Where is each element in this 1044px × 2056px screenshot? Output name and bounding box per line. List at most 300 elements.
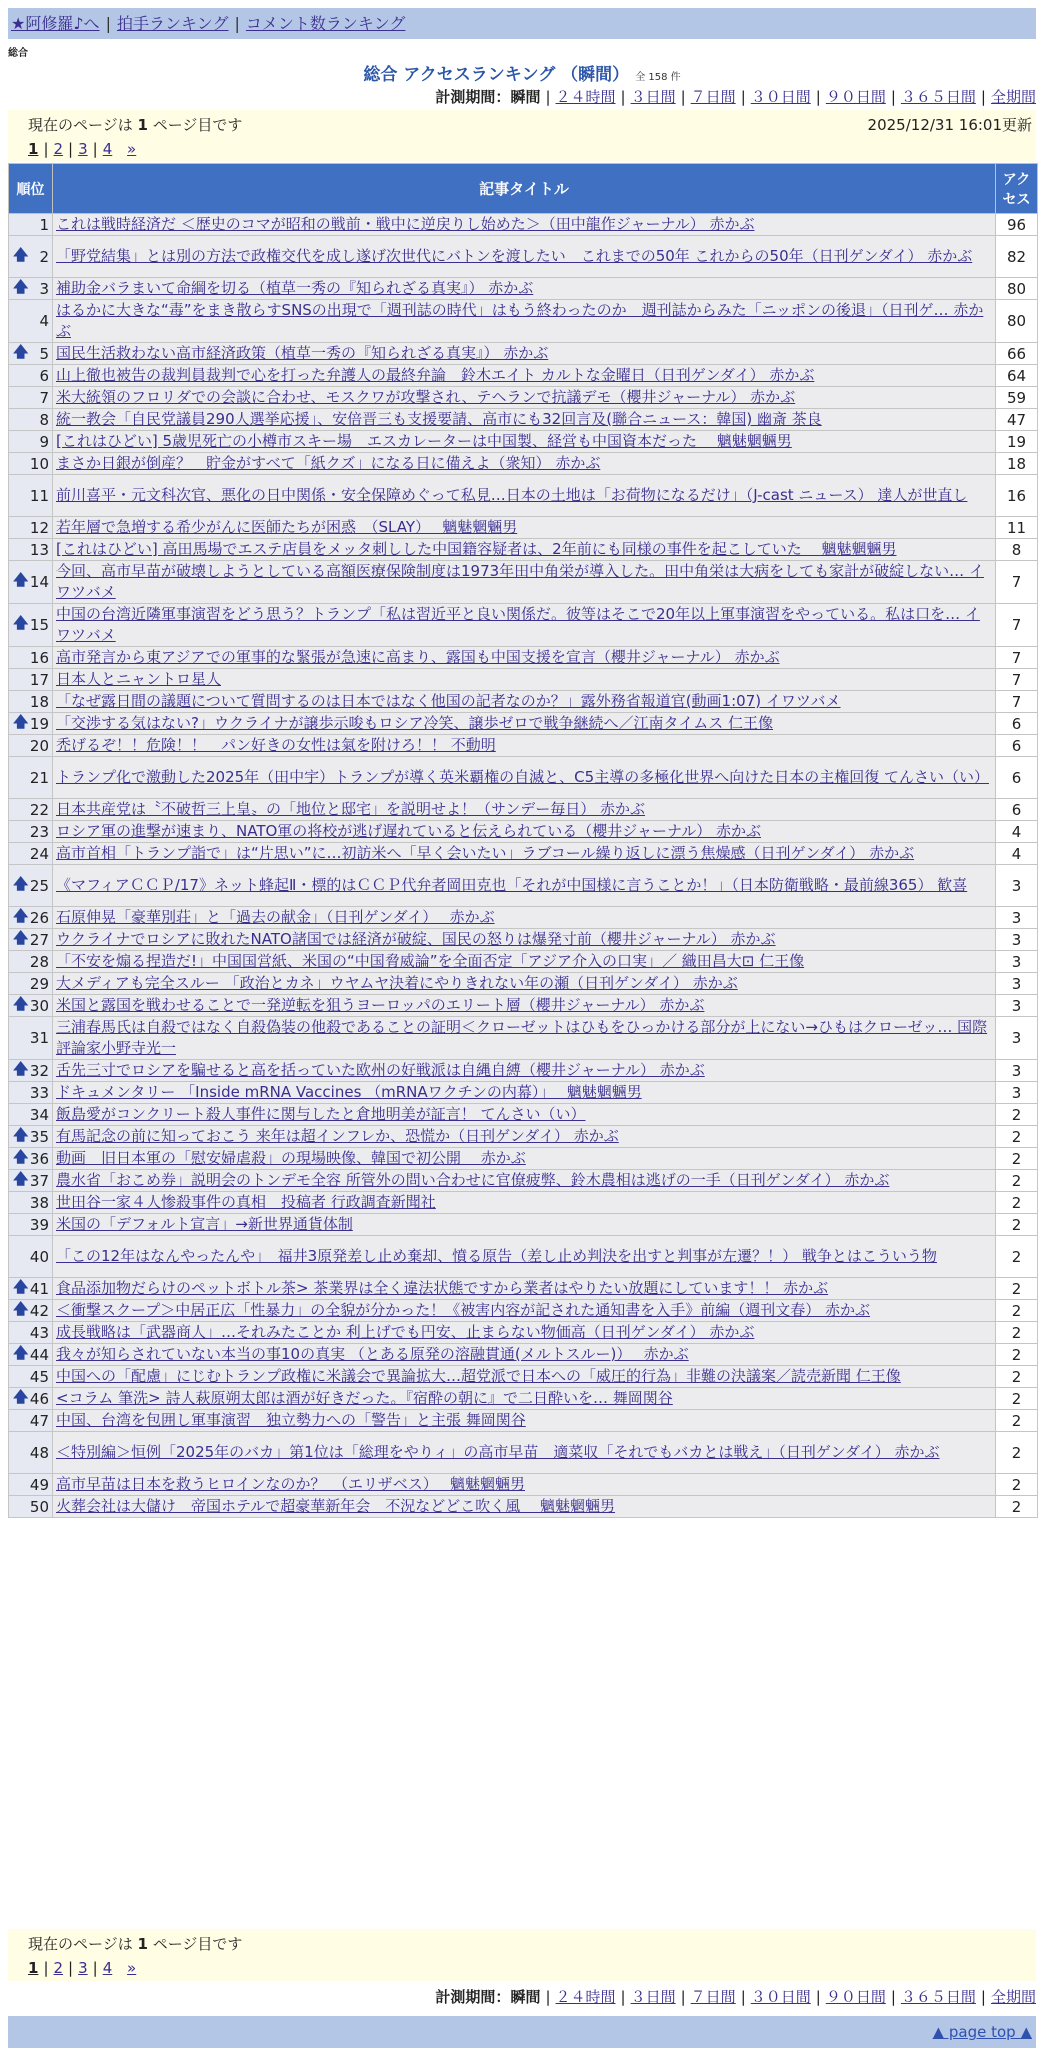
article-title-link[interactable]: 《マフィアＣＣＰ/17》ネット蜂起Ⅱ・標的はＣＣＰ代弁者岡田克也「それが中国様に言うことか！」（日本防衛戦略・最前線365） 歓喜 bbox=[56, 876, 968, 894]
access-count: 3 bbox=[996, 1060, 1038, 1082]
rank-number: 14 bbox=[29, 573, 49, 591]
title-cell bbox=[53, 1236, 996, 1278]
rank-up-arrow-icon: 🡅 bbox=[13, 928, 29, 946]
article-title-link[interactable]: 高市首相「トランプ詣で」は“片思い”に…初訪米へ「早く会いたい」ラブコール繰り返しに漂う焦燥感（日刊ゲンダイ） 赤かぶ bbox=[56, 844, 915, 862]
rank-number: 26 bbox=[29, 908, 49, 927]
table-row bbox=[9, 1192, 1038, 1214]
rank-cell bbox=[9, 1104, 53, 1126]
access-count: 6 bbox=[996, 799, 1038, 821]
access-count: 2 bbox=[996, 1322, 1038, 1344]
rank-cell bbox=[9, 431, 53, 453]
access-count: 82 bbox=[996, 236, 1038, 278]
pager-next[interactable]: » bbox=[127, 140, 137, 158]
footer-bar bbox=[8, 2016, 1036, 2048]
rank-number: 39 bbox=[29, 1215, 49, 1234]
rank-number: 10 bbox=[29, 454, 49, 473]
rank-number: 27 bbox=[29, 930, 49, 949]
rank-number: 4 bbox=[39, 312, 49, 330]
rank-cell bbox=[9, 453, 53, 475]
article-title-link[interactable]: [これはひどい] 5歳児死亡の小樽市スキー場 エスカレーターは中国製、経営も中国資本だった 魑魅魍魎男 bbox=[56, 432, 792, 450]
table-row bbox=[9, 1388, 1038, 1410]
period-link-4[interactable]: ９０日間 bbox=[825, 88, 886, 106]
article-title-link[interactable]: 「交渉する気はない?」ウクライナが譲歩示唆もロシア冷笑、譲歩ゼロで戦争継続へ／江南タイムス 仁王像 bbox=[56, 714, 773, 732]
pager-current-page: 1 bbox=[28, 1959, 39, 1977]
pager-top bbox=[28, 140, 136, 158]
article-title-link[interactable]: <コラム 筆洗> 詩人萩原朔太郎は酒が好きだった。『宿酔の朝に』で二日酔いを… 舞岡関谷 bbox=[56, 1389, 673, 1407]
article-title-link[interactable]: ドキュメンタリー 「Inside mRNA Vaccines （mRNAワクチンの内幕）」 魑魅魍魎男 bbox=[56, 1083, 642, 1101]
page-note bbox=[28, 1933, 242, 1954]
article-title-link[interactable]: 米国の「デフォルト宣言」→新世界通貨体制 bbox=[56, 1215, 353, 1233]
page-info-top bbox=[8, 110, 1036, 162]
table-row bbox=[9, 1214, 1038, 1236]
rank-cell bbox=[9, 929, 53, 951]
article-title-link[interactable]: これは戦時経済だ ＜歴史のコマが昭和の戦前・戦中に逆戻りし始めた＞（田中龍作ジャーナル） 赤かぶ bbox=[56, 215, 755, 233]
title-cell bbox=[53, 799, 996, 821]
ranking-table bbox=[8, 163, 1038, 1518]
table-row bbox=[9, 1366, 1038, 1388]
period-link-3[interactable]: ３０日間 bbox=[750, 88, 811, 106]
table-row bbox=[9, 236, 1038, 278]
article-title-link[interactable]: 火葬会社は大儲け 帝国ホテルで超豪華新年会 不況などどこ吹く風 魑魅魍魎男 bbox=[56, 1497, 616, 1515]
rank-number: 1 bbox=[39, 215, 49, 234]
access-count: 3 bbox=[996, 907, 1038, 929]
period-link-1[interactable]: ３日間 bbox=[630, 1988, 676, 2006]
article-title-link[interactable]: 高市発言から東アジアでの軍事的な緊張が急速に高まり、露国も中国支援を宣言（櫻井ジャーナル） 赤かぶ bbox=[56, 648, 780, 666]
access-count: 80 bbox=[996, 278, 1038, 300]
header-rank: 順位 bbox=[9, 164, 53, 214]
rank-cell bbox=[9, 691, 53, 713]
rank-number: 37 bbox=[29, 1171, 49, 1190]
rank-number: 13 bbox=[29, 540, 49, 559]
rank-cell bbox=[9, 907, 53, 929]
article-title-link[interactable]: 日本人とニャントロ星人 bbox=[56, 670, 222, 688]
pager-page-2[interactable]: 2 bbox=[53, 1959, 64, 1977]
rank-number: 33 bbox=[29, 1083, 49, 1102]
table-row bbox=[9, 1148, 1038, 1170]
rank-cell bbox=[9, 1432, 53, 1474]
title-cell bbox=[53, 475, 996, 517]
access-count: 2 bbox=[996, 1432, 1038, 1474]
rank-cell bbox=[9, 1236, 53, 1278]
rank-number: 42 bbox=[29, 1301, 49, 1320]
link-comment-ranking[interactable]: コメント数ランキング bbox=[245, 14, 406, 33]
article-title-link[interactable]: 「野党結集」とは別の方法で政権交代を成し遂げ次世代にバトンを渡したい これまでの50年 これからの50年（日刊ゲンダイ） 赤かぶ bbox=[56, 247, 973, 265]
rank-number: 24 bbox=[29, 844, 49, 863]
rank-up-arrow-icon: 🡅 bbox=[13, 342, 29, 360]
table-row bbox=[9, 995, 1038, 1017]
article-title-link[interactable]: 石原伸晃「豪華別荘」と「過去の献金」（日刊ゲンダイ） 赤かぶ bbox=[56, 908, 495, 926]
period-link-5[interactable]: ３６５日間 bbox=[900, 1988, 976, 2006]
period-link-2[interactable]: ７日間 bbox=[690, 1988, 736, 2006]
rank-cell bbox=[9, 1496, 53, 1518]
rank-cell bbox=[9, 517, 53, 539]
page-title-text: 総合 アクセスランキング （瞬間） bbox=[363, 65, 630, 85]
rank-cell bbox=[9, 1126, 53, 1148]
access-count: 2 bbox=[996, 1126, 1038, 1148]
period-link-6[interactable]: 全期間 bbox=[990, 1988, 1036, 2006]
pager-page-4[interactable]: 4 bbox=[102, 140, 113, 158]
access-count: 7 bbox=[996, 669, 1038, 691]
access-count: 3 bbox=[996, 1017, 1038, 1060]
table-row bbox=[9, 278, 1038, 300]
article-title-link[interactable]: 日本共産党は〝不破哲三上皇〟の「地位と邸宅」を説明せよ！（サンデー毎日） 赤かぶ bbox=[56, 800, 646, 818]
article-title-link[interactable]: 動画 旧日本軍の「慰安婦虐殺」の現場映像、韓国で初公開 赤かぶ bbox=[56, 1149, 526, 1167]
title-cell bbox=[53, 1322, 996, 1344]
article-title-link[interactable]: 米国と露国を戦わせることで一発逆転を狙うヨーロッパのエリート層（櫻井ジャーナル） 赤かぶ bbox=[56, 996, 705, 1014]
article-title-link[interactable]: ＜特別編＞恒例「2025年のバカ」第1位は「総理をやりィ」の高市早苗 適菜収「それでもバカとは戦え」（日刊ゲンダイ） 赤かぶ bbox=[56, 1443, 940, 1461]
title-cell bbox=[53, 517, 996, 539]
rank-cell bbox=[9, 387, 53, 409]
title-cell bbox=[53, 1082, 996, 1104]
rank-cell bbox=[9, 843, 53, 865]
rank-cell bbox=[9, 973, 53, 995]
title-cell bbox=[53, 647, 996, 669]
period-link-6[interactable]: 全期間 bbox=[990, 88, 1036, 106]
table-row bbox=[9, 1474, 1038, 1496]
table-row bbox=[9, 1300, 1038, 1322]
page-note-pre: 現在のページは bbox=[28, 116, 133, 134]
article-title-link[interactable]: 成長戦略は「武器商人」…それみたことか 利上げでも円安、止まらない物価高（日刊ゲンダイ） 赤かぶ bbox=[56, 1323, 755, 1341]
article-title-link[interactable]: 前川喜平・元文科次官、悪化の日中関係・安全保障めぐって私見…日本の土地は「お荷物になるだけ」（J-cast ニュース） 達人が世直し bbox=[56, 486, 968, 504]
table-row bbox=[9, 475, 1038, 517]
rank-cell bbox=[9, 1148, 53, 1170]
access-count: 2 bbox=[996, 1366, 1038, 1388]
rank-number: 31 bbox=[29, 1029, 49, 1047]
access-count: 11 bbox=[996, 517, 1038, 539]
table-row bbox=[9, 1060, 1038, 1082]
table-row bbox=[9, 1496, 1038, 1518]
rank-up-arrow-icon: 🡅 bbox=[13, 1125, 29, 1143]
table-row bbox=[9, 843, 1038, 865]
title-cell bbox=[53, 431, 996, 453]
article-title-link[interactable]: まさか日銀が倒産？ 貯金がすべて「紙クズ」になる日に備えよ（衆知） 赤かぶ bbox=[56, 454, 601, 472]
rank-number: 45 bbox=[29, 1367, 49, 1386]
table-row bbox=[9, 431, 1038, 453]
access-count: 2 bbox=[996, 1170, 1038, 1192]
article-title-link[interactable]: ＜衝撃スクープ＞中居正広「性暴力」の全貌が分かった！《被害内容が記された通知書を入手》前編（週刊文春） 赤かぶ bbox=[56, 1301, 871, 1319]
rank-cell bbox=[9, 713, 53, 735]
period-link-1[interactable]: ３日間 bbox=[630, 88, 676, 106]
title-cell bbox=[53, 453, 996, 475]
rank-cell bbox=[9, 821, 53, 843]
table-row bbox=[9, 343, 1038, 365]
rank-number: 46 bbox=[29, 1389, 49, 1408]
separator: | bbox=[545, 88, 551, 106]
title-cell bbox=[53, 713, 996, 735]
table-row bbox=[9, 409, 1038, 431]
access-count: 47 bbox=[996, 409, 1038, 431]
title-cell bbox=[53, 843, 996, 865]
access-count: 2 bbox=[996, 1148, 1038, 1170]
separator: | bbox=[68, 140, 74, 158]
rank-up-arrow-icon: 🡅 bbox=[13, 245, 29, 263]
rank-number: 30 bbox=[29, 996, 49, 1015]
table-row bbox=[9, 799, 1038, 821]
pager-next[interactable]: » bbox=[127, 1959, 137, 1977]
separator bbox=[117, 140, 122, 158]
table-row bbox=[9, 1410, 1038, 1432]
page-note bbox=[28, 114, 242, 135]
title-cell bbox=[53, 691, 996, 713]
article-title-link[interactable]: [これはひどい] 高田馬場でエステ店員をメッタ刺しした中国籍容疑者は、2年前にも同様の事件を起こしていた 魑魅魍魎男 bbox=[56, 540, 897, 558]
rank-cell bbox=[9, 1278, 53, 1300]
table-row bbox=[9, 1170, 1038, 1192]
access-count: 59 bbox=[996, 387, 1038, 409]
rank-number: 34 bbox=[29, 1105, 49, 1124]
title-cell bbox=[53, 951, 996, 973]
table-row bbox=[9, 453, 1038, 475]
rank-number: 15 bbox=[29, 616, 49, 634]
rank-cell bbox=[9, 1300, 53, 1322]
access-count: 8 bbox=[996, 539, 1038, 561]
rank-cell bbox=[9, 1170, 53, 1192]
title-cell bbox=[53, 865, 996, 907]
title-cell bbox=[53, 973, 996, 995]
table-row bbox=[9, 865, 1038, 907]
title-cell bbox=[53, 561, 996, 604]
rank-number: 5 bbox=[39, 344, 49, 363]
item-count: 全 158 件 bbox=[635, 72, 681, 83]
period-link-0[interactable]: ２４時間 bbox=[555, 88, 616, 106]
title-cell bbox=[53, 1148, 996, 1170]
page-note-post: ページ目です bbox=[152, 1935, 243, 1953]
article-title-link[interactable]: 今回、高市早苗が破壊しようとしている高額医療保険制度は1973年田中角栄が導入した。田中角栄は大病をしても家計が破綻しない… イワツバメ bbox=[56, 562, 984, 601]
page-info-bottom bbox=[8, 1929, 1036, 1981]
rank-up-arrow-icon: 🡅 bbox=[13, 1387, 29, 1405]
access-count: 6 bbox=[996, 757, 1038, 799]
separator: | bbox=[980, 88, 986, 106]
access-count: 2 bbox=[996, 1214, 1038, 1236]
article-title-link[interactable]: 中国の台湾近隣軍事演習をどう思う？トランプ「私は習近平と良い関係だ。彼等はそこで20年以上軍事演習をやっている。私は口を… イワツバメ bbox=[56, 605, 980, 644]
article-title-link[interactable]: ロシア軍の進撃が速まり、NATO軍の将校が逃げ遅れていると伝えられている（櫻井ジャーナル） 赤かぶ bbox=[56, 822, 762, 840]
rank-up-arrow-icon: 🡅 bbox=[13, 712, 29, 730]
rank-cell bbox=[9, 995, 53, 1017]
rank-cell bbox=[9, 343, 53, 365]
period-label: 計測期間： bbox=[435, 1988, 511, 2006]
article-title-link[interactable]: 禿げるぞ！！危険！！ パン好きの女性は氣を附けろ！！ 不動明 bbox=[56, 736, 496, 754]
table-row bbox=[9, 1344, 1038, 1366]
table-row bbox=[9, 821, 1038, 843]
access-count: 2 bbox=[996, 1278, 1038, 1300]
access-count: 19 bbox=[996, 431, 1038, 453]
table-row bbox=[9, 713, 1038, 735]
period-link-2[interactable]: ７日間 bbox=[690, 88, 736, 106]
link-clap-ranking[interactable]: 拍手ランキング bbox=[116, 14, 229, 33]
access-count: 7 bbox=[996, 691, 1038, 713]
title-cell bbox=[53, 604, 996, 647]
title-cell bbox=[53, 1344, 996, 1366]
page-top-link[interactable]: ▲ page top ▲ bbox=[932, 2023, 1032, 2041]
article-title-link[interactable]: 「不安を煽る捏造だ!」中国国営紙、米国の“中国脅威論”を全面否定「アジア介入の口実」／ 織田昌大⊡ 仁王像 bbox=[56, 952, 805, 970]
article-title-link[interactable]: 「なぜ露日間の議題について質問するのは日本ではなく他国の記者なのか？」露外務省報道官(動画1:07) イワツバメ bbox=[56, 692, 841, 710]
pager-page-3[interactable]: 3 bbox=[78, 140, 88, 158]
title-cell bbox=[53, 1432, 996, 1474]
access-count: 3 bbox=[996, 865, 1038, 907]
rank-cell bbox=[9, 409, 53, 431]
separator: | bbox=[545, 1988, 551, 2006]
article-title-link[interactable]: 国民生活救わない高市経済政策（植草一秀の『知られざる真実』） 赤かぶ bbox=[56, 344, 549, 362]
table-row bbox=[9, 929, 1038, 951]
table-row bbox=[9, 300, 1038, 343]
table-row bbox=[9, 1322, 1038, 1344]
access-count: 3 bbox=[996, 995, 1038, 1017]
page-note-pre: 現在のページは bbox=[28, 1935, 133, 1953]
period-link-5[interactable]: ３６５日間 bbox=[900, 88, 976, 106]
separator: | bbox=[92, 1959, 98, 1977]
period-link-0[interactable]: ２４時間 bbox=[555, 1988, 616, 2006]
title-cell bbox=[53, 1214, 996, 1236]
title-cell bbox=[53, 929, 996, 951]
table-row bbox=[9, 1278, 1038, 1300]
rank-number: 7 bbox=[39, 388, 49, 407]
rank-up-arrow-icon: 🡅 bbox=[13, 1299, 29, 1317]
separator: | bbox=[680, 88, 686, 106]
article-title-link[interactable]: 米大統領のフロリダでの会談に合わせ、モスクワが攻撃され、テヘランで抗議デモ（櫻井ジャーナル） 赤かぶ bbox=[56, 388, 796, 406]
table-row bbox=[9, 757, 1038, 799]
rank-cell bbox=[9, 539, 53, 561]
title-cell bbox=[53, 539, 996, 561]
article-title-link[interactable]: 舌先三寸でロシアを騙せると高を括っていた欧州の好戦派は自縄自縛（櫻井ジャーナル） 赤かぶ bbox=[56, 1061, 705, 1079]
rank-cell bbox=[9, 669, 53, 691]
separator: | bbox=[815, 1988, 821, 2006]
pager-page-4[interactable]: 4 bbox=[102, 1959, 113, 1977]
period-link-3[interactable]: ３０日間 bbox=[750, 1988, 811, 2006]
title-cell bbox=[53, 409, 996, 431]
ranking-rows bbox=[9, 214, 1038, 1518]
title-cell bbox=[53, 995, 996, 1017]
access-count: 3 bbox=[996, 973, 1038, 995]
title-cell bbox=[53, 1388, 996, 1410]
access-count: 64 bbox=[996, 365, 1038, 387]
table-row bbox=[9, 539, 1038, 561]
rank-number: 44 bbox=[29, 1345, 49, 1364]
rank-cell bbox=[9, 604, 53, 647]
title-cell bbox=[53, 300, 996, 343]
rank-up-arrow-icon: 🡅 bbox=[13, 906, 29, 924]
table-row bbox=[9, 365, 1038, 387]
access-count: 2 bbox=[996, 1474, 1038, 1496]
rank-up-arrow-icon: 🡅 bbox=[13, 994, 29, 1012]
rank-number: 16 bbox=[29, 648, 49, 667]
rank-number: 19 bbox=[29, 714, 49, 733]
access-count: 16 bbox=[996, 475, 1038, 517]
article-title-link[interactable]: 中国、台湾を包囲し軍事演習 独立勢力への「警告」と主張 舞岡関谷 bbox=[56, 1411, 526, 1429]
period-link-4[interactable]: ９０日間 bbox=[825, 1988, 886, 2006]
separator: | bbox=[620, 1988, 626, 2006]
breadcrumb: 総合 bbox=[8, 48, 28, 59]
pager-page-3[interactable]: 3 bbox=[78, 1959, 88, 1977]
access-count: 2 bbox=[996, 1410, 1038, 1432]
table-row bbox=[9, 1432, 1038, 1474]
rank-number: 12 bbox=[29, 518, 49, 537]
table-row bbox=[9, 561, 1038, 604]
rank-cell bbox=[9, 278, 53, 300]
separator: | bbox=[740, 1988, 746, 2006]
title-cell bbox=[53, 1017, 996, 1060]
rank-cell bbox=[9, 214, 53, 236]
rank-up-arrow-icon: 🡅 bbox=[13, 570, 29, 589]
article-title-link[interactable]: ウクライナでロシアに敗れたNATO諸国では経済が破綻、国民の怒りは爆発寸前（櫻井ジャーナル） 赤かぶ bbox=[56, 930, 776, 948]
title-cell bbox=[53, 1278, 996, 1300]
rank-number: 49 bbox=[29, 1475, 49, 1494]
article-title-link[interactable]: 中国への「配慮」にじむトランプ政権に米議会で異論拡大…超党派で日本への「威圧的行為」非難の決議案／読売新聞 仁王像 bbox=[56, 1367, 901, 1385]
title-cell bbox=[53, 1474, 996, 1496]
rank-cell bbox=[9, 1082, 53, 1104]
access-count: 6 bbox=[996, 713, 1038, 735]
page-note-num: 1 bbox=[137, 1935, 148, 1953]
rank-up-arrow-icon: 🡅 bbox=[13, 613, 29, 632]
article-title-link[interactable]: 飯島愛がコンクリート殺人事件に関与したと倉地明美が証言！ てんさい（い） bbox=[56, 1105, 586, 1123]
access-count: 2 bbox=[996, 1104, 1038, 1126]
rank-cell bbox=[9, 236, 53, 278]
rank-number: 43 bbox=[29, 1323, 49, 1342]
rank-cell bbox=[9, 1017, 53, 1060]
separator: | bbox=[68, 1959, 74, 1977]
article-title-link[interactable]: 有馬記念の前に知っておこう 来年は超インフレか、恐慌か（日刊ゲンダイ） 赤かぶ bbox=[56, 1127, 619, 1145]
article-title-link[interactable]: 食品添加物だらけのペットボトル茶> 茶業界は全く違法状態ですから業者はやりたい放題にしています！！ 赤かぶ bbox=[56, 1279, 829, 1297]
link-ashura-home[interactable]: ★阿修羅♪へ bbox=[11, 14, 100, 33]
article-title-link[interactable]: 高市早苗は日本を救うヒロインなのか？ （エリザベス） 魑魅魍魎男 bbox=[56, 1475, 526, 1493]
access-count: 6 bbox=[996, 735, 1038, 757]
article-title-link[interactable]: 「この12年はなんやったんや」 福井3原発差し止め棄却、憤る原告（差し止め判決を出すと判事が左遷？！） 戦争とはこういう物 bbox=[56, 1247, 937, 1265]
table-row bbox=[9, 735, 1038, 757]
article-title-link[interactable]: 若年層で急増する希少がんに医師たちが困惑 （SLAY） 魑魅魍魎男 bbox=[56, 518, 518, 536]
rank-number: 50 bbox=[29, 1497, 49, 1516]
rank-cell bbox=[9, 1410, 53, 1432]
rank-cell bbox=[9, 300, 53, 343]
pager-page-2[interactable]: 2 bbox=[53, 140, 64, 158]
separator bbox=[117, 1959, 122, 1977]
rank-cell bbox=[9, 865, 53, 907]
title-cell bbox=[53, 1060, 996, 1082]
title-cell bbox=[53, 387, 996, 409]
article-title-link[interactable]: 世田谷一家４人惨殺事件の真相 投稿者 行政調査新聞社 bbox=[56, 1193, 436, 1211]
access-count: 7 bbox=[996, 604, 1038, 647]
separator: | bbox=[43, 1959, 49, 1977]
rank-cell bbox=[9, 1214, 53, 1236]
rank-number: 2 bbox=[39, 247, 49, 266]
article-title-link[interactable]: 補助金バラまいて命綱を切る（植草一秀の『知られざる真実』） 赤かぶ bbox=[56, 279, 534, 297]
access-count: 66 bbox=[996, 343, 1038, 365]
rank-number: 38 bbox=[29, 1193, 49, 1212]
rank-cell bbox=[9, 1366, 53, 1388]
article-title-link[interactable]: はるかに大きな“毒”をまき散らすSNSの出現で「週刊誌の時代」はもう終わったのか 週刊誌からみた「ニッポンの後退」（日刊ゲ… 赤かぶ bbox=[56, 301, 984, 340]
article-title-link[interactable]: 山上徹也被告の裁判員裁判で心を打った弁護人の最終弁論 鈴木エイト カルトな金曜日（日刊ゲンダイ） 赤かぶ bbox=[56, 366, 815, 384]
separator: | bbox=[890, 88, 896, 106]
header-title: 記事タイトル bbox=[53, 164, 996, 214]
table-row bbox=[9, 387, 1038, 409]
rank-number: 36 bbox=[29, 1149, 49, 1168]
rank-number: 22 bbox=[29, 800, 49, 819]
article-title-link[interactable]: 我々が知らされていない本当の事10の真実 （とある原発の溶融貫通(メルトスルー)） 赤かぶ bbox=[56, 1345, 689, 1363]
rank-cell bbox=[9, 1474, 53, 1496]
separator: | bbox=[890, 1988, 896, 2006]
rank-up-arrow-icon: 🡅 bbox=[13, 1059, 29, 1077]
access-count: 3 bbox=[996, 951, 1038, 973]
article-title-link[interactable]: 統一教会「自民党議員290人選挙応援」、安倍晋三も支援要請、高市にも32回言及(聯合ニュース：韓国) 幽斎 茶良 bbox=[56, 410, 822, 428]
rank-number: 41 bbox=[29, 1279, 49, 1298]
article-title-link[interactable]: 三浦春馬氏は自殺ではなく自殺偽装の他殺であることの証明＜クローゼットはひもをひっかける部分が上にない→ひもはクローゼッ… 国際評論家小野寺光一 bbox=[56, 1018, 988, 1057]
article-title-link[interactable]: 大メディアも完全スルー 「政治とカネ」ウヤムヤ決着にやりきれない年の瀬（日刊ゲンダイ） 赤かぶ bbox=[56, 974, 738, 992]
table-row bbox=[9, 604, 1038, 647]
page-note-post: ページ目です bbox=[152, 116, 243, 134]
title-cell bbox=[53, 1366, 996, 1388]
article-title-link[interactable]: トランプ化で激動した2025年（田中宇）トランプが導く英米覇権の自滅と、C5主導の多極化世界へ向けた日本の主権回復 てんさい（い） bbox=[56, 768, 989, 786]
rank-number: 21 bbox=[29, 768, 49, 787]
separator: | bbox=[234, 14, 240, 33]
period-selector-bottom bbox=[435, 1986, 1036, 2007]
article-title-link[interactable]: 農水省「おこめ券」説明会のトンデモ全容 所管外の問い合わせに官僚疲弊、鈴木農相は逃げの一手（日刊ゲンダイ） 赤かぶ bbox=[56, 1171, 890, 1189]
